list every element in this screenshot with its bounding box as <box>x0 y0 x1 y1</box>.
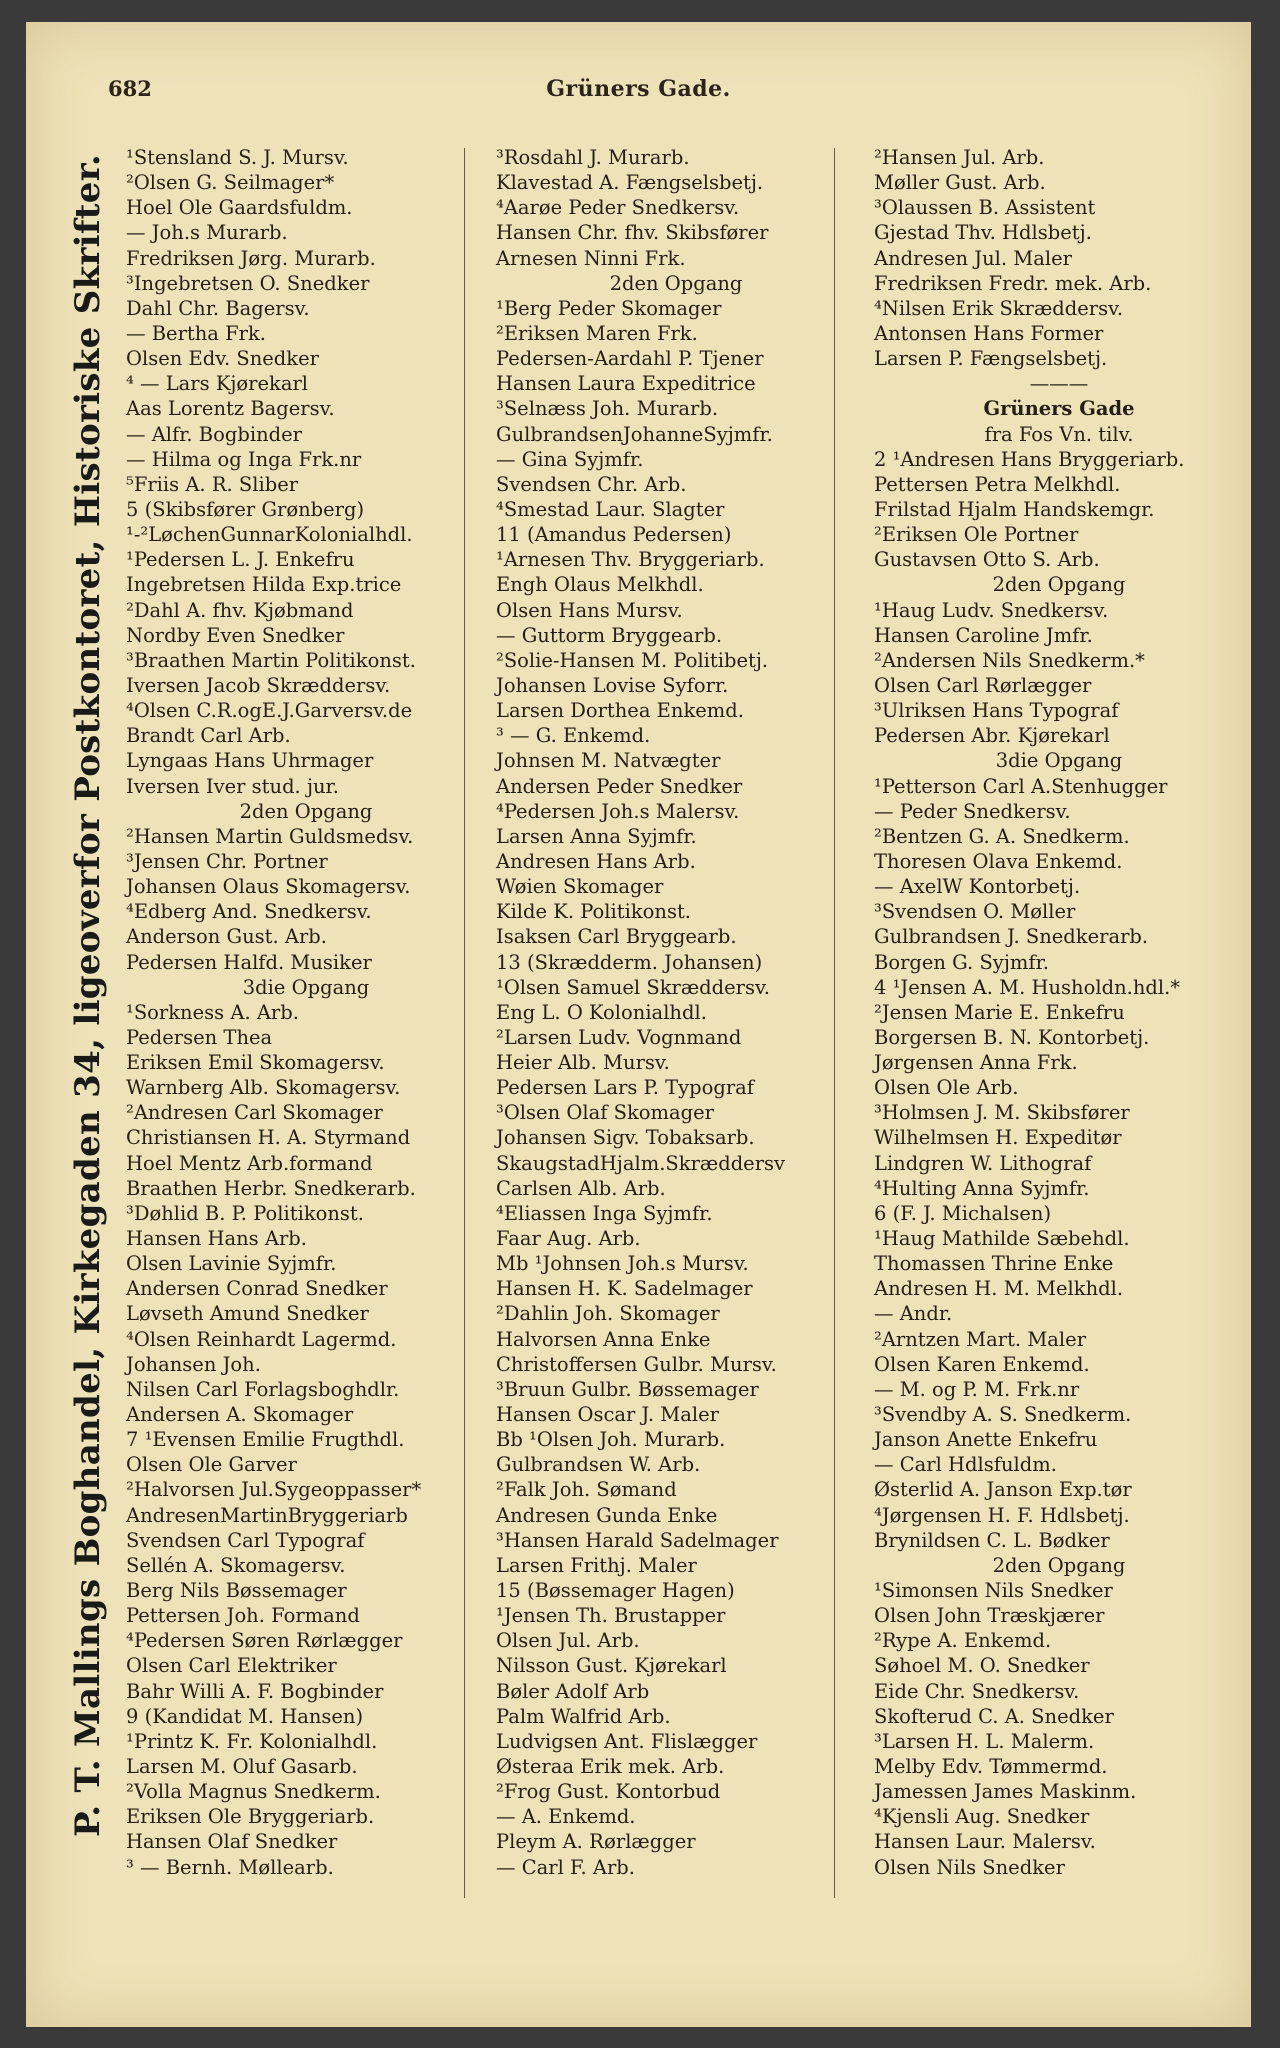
directory-entry: Pedersen Thea <box>126 1025 273 1049</box>
directory-entry: Nilsson Gust. Kjørekarl <box>496 1654 727 1678</box>
directory-entry: ²Arntzen Mart. Maler <box>874 1327 1087 1351</box>
directory-entry: Larsen M. Oluf Gasarb. <box>126 1755 358 1778</box>
directory-entry: 13 (Skrædderm. Johansen) <box>496 950 763 974</box>
directory-entry: ¹Arnesen Thv. Bryggeriarb. <box>496 548 765 572</box>
directory-entry: — Carl Hdlsfuldm. <box>874 1453 1057 1477</box>
directory-entry: Engh Olaus Melkhdl. <box>496 573 704 597</box>
directory-entry: Heier Alb. Mursv. <box>496 1051 670 1075</box>
directory-entry: ¹Haug Ludv. Snedkersv. <box>874 598 1109 622</box>
directory-entry: ²Solie-Hansen M. Politibetj. <box>496 648 769 672</box>
directory-entry: Andresen Hans Arb. <box>496 849 696 873</box>
directory-entry: Pedersen Lars P. Typograf <box>496 1076 754 1100</box>
directory-entry: Melby Edv. Tømmermd. <box>874 1755 1108 1778</box>
directory-entry: Fredriksen Jørg. Murarb. <box>126 246 376 270</box>
directory-entry: Eriksen Emil Skomagersv. <box>126 1051 385 1075</box>
directory-entry: ³Ulriksen Hans Typograf <box>874 699 1119 723</box>
directory-entry: Hansen Caroline Jmfr. <box>874 623 1093 647</box>
directory-entry: ³Ingebretsen O. Snedker <box>126 271 370 295</box>
directory-entry: Larsen P. Fængselsbetj. <box>874 347 1108 371</box>
directory-entry: Larsen Anna Syjmfr. <box>496 824 697 848</box>
directory-entry: Jørgensen Anna Frk. <box>874 1051 1078 1075</box>
directory-entry: Antonsen Hans Former <box>874 321 1104 345</box>
directory-entry: ³Hansen Harald Sadelmager <box>496 1528 779 1552</box>
directory-entry: Løvseth Amund Snedker <box>126 1302 369 1326</box>
directory-entry: Christoffersen Gulbr. Mursv. <box>496 1352 777 1376</box>
directory-entry: Arnesen Ninni Frk. <box>496 246 686 270</box>
directory-entry: ⁴Aarøe Peder Snedkersv. <box>496 196 740 220</box>
directory-entry: ⁴Pedersen Søren Rørlægger <box>126 1629 403 1653</box>
directory-entry: ⁴Olsen Reinhardt Lagermd. <box>126 1327 397 1351</box>
directory-entry: ²Hansen Martin Guldsmedsv. <box>126 824 414 848</box>
directory-entry: Eide Chr. Snedkersv. <box>874 1679 1080 1703</box>
directory-entry: Iversen Jacob Skræddersv. <box>126 673 391 697</box>
directory-entry: Johansen Joh. <box>126 1352 261 1376</box>
directory-entry: ⁴Olsen C.R.ogE.J.Garversv.de <box>126 699 413 723</box>
directory-entry: Hoel Ole Gaardsfuldm. <box>126 196 353 220</box>
section-heading: 2den Opgang <box>992 1553 1126 1577</box>
directory-entry: ¹Jensen Th. Brustapper <box>496 1604 726 1628</box>
section-heading: 2den Opgang <box>609 271 743 295</box>
directory-entry: Wilhelmsen H. Expeditør <box>874 1126 1122 1150</box>
directory-entry: ²Hansen Jul. Arb. <box>874 146 1045 169</box>
directory-entry: Warnberg Alb. Skomagersv. <box>126 1076 401 1100</box>
directory-entry: Andersen Conrad Snedker <box>126 1277 388 1301</box>
directory-entry: Lindgren W. Lithograf <box>874 1151 1092 1175</box>
section-heading: ——— <box>1029 372 1089 396</box>
directory-entry: ¹Printz K. Fr. Kolonialhdl. <box>126 1729 378 1753</box>
section-heading: fra Fos Vn. tilv. <box>984 422 1134 446</box>
directory-entry: GulbrandsenJohanneSyjmfr. <box>496 422 773 446</box>
directory-entry: ⁴Kjensli Aug. Snedker <box>874 1805 1090 1829</box>
directory-entry: Gulbrandsen J. Snedkerarb. <box>874 925 1149 949</box>
directory-entry: Olsen Jul. Arb. <box>496 1629 640 1653</box>
directory-entry: ²Eriksen Maren Frk. <box>496 321 698 345</box>
directory-entry: ³ — G. Enkemd. <box>496 724 651 748</box>
directory-entry: Palm Walfrid Arb. <box>496 1704 671 1728</box>
directory-entry: 11 (Amandus Pedersen) <box>496 523 732 547</box>
directory-entry: ²Volla Magnus Snedkerm. <box>126 1780 381 1804</box>
directory-entry: ³Svendsen O. Møller <box>874 900 1076 924</box>
directory-entry: — Carl F. Arb. <box>496 1855 635 1879</box>
column-3 <box>874 145 1244 1880</box>
directory-entry: Kilde K. Politikonst. <box>496 900 691 924</box>
directory-entry: Ingebretsen Hilda Exp.trice <box>126 573 402 597</box>
directory-entry: ²Larsen Ludv. Vognmand <box>496 1025 742 1049</box>
directory-entry: Janson Anette Enkefru <box>874 1428 1098 1452</box>
directory-entry: Hansen Oscar J. Maler <box>496 1403 719 1427</box>
directory-entry: Sellén A. Skomagersv. <box>126 1553 346 1577</box>
directory-entry: Isaksen Carl Bryggearb. <box>496 925 737 949</box>
directory-entry: ²Dahl A. fhv. Kjøbmand <box>126 598 354 622</box>
directory-entry: Nilsen Carl Forlagsboghdlr. <box>126 1377 400 1401</box>
section-heading: 3die Opgang <box>242 975 370 999</box>
directory-entry: ³ — Bernh. Møllearb. <box>126 1855 334 1879</box>
directory-entry: ³Rosdahl J. Murarb. <box>496 146 690 169</box>
directory-entry: Johansen Sigv. Tobaksarb. <box>496 1126 755 1150</box>
page-number: 682 <box>108 76 152 101</box>
directory-entry: — Hilma og Inga Frk.nr <box>126 447 362 471</box>
directory-entry: Pettersen Petra Melkhdl. <box>874 472 1121 496</box>
directory-entry: ⁴Hulting Anna Syjmfr. <box>874 1176 1090 1200</box>
directory-entry: ²Andresen Carl Skomager <box>126 1101 383 1125</box>
directory-entry: Olsen Karen Enkemd. <box>874 1352 1090 1376</box>
directory-page <box>26 22 1251 2027</box>
directory-entry: ⁴Nilsen Erik Skræddersv. <box>874 296 1124 320</box>
directory-entry: ¹Olsen Samuel Skræddersv. <box>496 975 770 999</box>
directory-entry: ³Bruun Gulbr. Bøssemager <box>496 1377 759 1401</box>
directory-entry: ²Falk Joh. Sømand <box>496 1478 677 1502</box>
directory-entry: — Bertha Frk. <box>126 321 266 345</box>
directory-entry: Lyngaas Hans Uhrmager <box>126 749 374 773</box>
directory-entry: ⁴Edberg And. Snedkersv. <box>126 900 372 924</box>
directory-entry: ⁴ — Lars Kjørekarl <box>126 372 309 396</box>
directory-entry: Svendsen Carl Typograf <box>126 1528 365 1552</box>
directory-entry: Pedersen Abr. Kjørekarl <box>874 724 1110 748</box>
directory-entry: — Gina Syjmfr. <box>496 447 644 471</box>
directory-entry: Johansen Lovise Syforr. <box>496 673 729 697</box>
directory-entry: ²Olsen G. Seilmager* <box>126 171 335 195</box>
directory-entry: — Joh.s Murarb. <box>126 221 288 245</box>
directory-entry: Andersen A. Skomager <box>126 1403 354 1427</box>
directory-entry: Hansen Hans Arb. <box>126 1227 307 1251</box>
directory-entry: Svendsen Chr. Arb. <box>496 472 687 496</box>
directory-entry: ¹Berg Peder Skomager <box>496 296 722 320</box>
directory-entry: Bb ¹Olsen Joh. Murarb. <box>496 1428 726 1452</box>
directory-entry: ³Olaussen B. Assistent <box>874 196 1096 220</box>
directory-entry: Wøien Skomager <box>496 875 664 899</box>
directory-entry: ²Rype A. Enkemd. <box>874 1629 1052 1653</box>
directory-entry: ³Selnæss Joh. Murarb. <box>496 397 719 421</box>
directory-entry: ⁵Friis A. R. Sliber <box>126 472 299 496</box>
directory-entry: 9 (Kandidat M. Hansen) <box>126 1704 364 1728</box>
section-heading: Grüners Gade <box>983 397 1135 421</box>
directory-entry: Andersen Peder Snedker <box>496 774 743 798</box>
directory-entry: Borgersen B. N. Kontorbetj. <box>874 1025 1150 1049</box>
directory-entry: Olsen Carl Rørlægger <box>874 673 1092 697</box>
directory-entry: 2 ¹Andresen Hans Bryggeriarb. <box>874 447 1185 471</box>
directory-entry: Andresen Gunda Enke <box>496 1503 718 1527</box>
directory-entry: Jamessen James Maskinm. <box>874 1780 1137 1804</box>
directory-entry: Møller Gust. Arb. <box>874 171 1046 195</box>
directory-entry: Iversen Iver stud. jur. <box>126 774 339 798</box>
directory-entry: Larsen Frithj. Maler <box>496 1553 697 1577</box>
directory-entry: Aas Lorentz Bagersv. <box>126 397 335 421</box>
directory-entry: Hansen Olaf Snedker <box>126 1830 338 1854</box>
directory-entry: Bøler Adolf Arb <box>496 1679 650 1703</box>
directory-entry: 4 ¹Jensen A. M. Husholdn.hdl.* <box>874 975 1181 999</box>
directory-entry: ²Andersen Nils Snedkerm.* <box>874 648 1145 672</box>
directory-entry: ³Døhlid B. P. Politikonst. <box>126 1201 364 1225</box>
directory-entry: Olsen John Træskjærer <box>874 1604 1105 1628</box>
directory-entry: ³Jensen Chr. Portner <box>126 849 328 873</box>
directory-entry: ⁴Pedersen Joh.s Malersv. <box>496 799 740 823</box>
directory-entry: Pleym A. Rørlægger <box>496 1830 696 1854</box>
directory-entry: 5 (Skibsfører Grønberg) <box>126 497 365 521</box>
directory-entry: 15 (Bøssemager Hagen) <box>496 1579 735 1603</box>
directory-entry: Olsen Ole Garver <box>126 1453 297 1477</box>
directory-entry: — M. og P. M. Frk.nr <box>874 1377 1080 1401</box>
directory-entry: — Alfr. Bogbinder <box>126 422 302 446</box>
directory-entry: Eriksen Ole Bryggeriarb. <box>126 1805 375 1829</box>
directory-entry: ³Braathen Martin Politikonst. <box>126 648 416 672</box>
directory-entry: Østerlid A. Janson Exp.tør <box>874 1478 1132 1502</box>
directory-entry: Pettersen Joh. Formand <box>126 1604 360 1628</box>
directory-entry: Borgen G. Syjmfr. <box>874 950 1049 974</box>
directory-entry: Hansen Laur. Malersv. <box>874 1830 1096 1854</box>
directory-entry: — AxelW Kontorbetj. <box>874 875 1081 899</box>
directory-entry: ¹Stensland S. J. Mursv. <box>126 146 349 169</box>
directory-entry: Halvorsen Anna Enke <box>496 1327 711 1351</box>
directory-entry: Søhoel M. O. Snedker <box>874 1654 1090 1678</box>
directory-entry: Olsen Edv. Snedker <box>126 347 319 371</box>
directory-entry: Andresen Jul. Maler <box>874 246 1072 270</box>
directory-entry: Bahr Willi A. F. Bogbinder <box>126 1679 384 1703</box>
side-advertisement: P. T. Mallings Boghandel, Kirkegaden 34, ligeoverfor Postkontoret, Historiske Skrifter. <box>68 154 108 1837</box>
directory-entry: ³Svendby A. S. Snedkerm. <box>874 1403 1132 1427</box>
directory-entry: Pedersen Halfd. Musiker <box>126 950 372 974</box>
directory-entry: Hansen Chr. fhv. Skibsfører <box>496 221 769 245</box>
directory-entry: Berg Nils Bøssemager <box>126 1579 347 1603</box>
directory-entry: Carlsen Alb. Arb. <box>496 1176 666 1200</box>
directory-entry: Larsen Dorthea Enkemd. <box>496 699 744 723</box>
directory-entry: Brynildsen C. L. Bødker <box>874 1528 1110 1552</box>
directory-entry: Nordby Even Snedker <box>126 623 345 647</box>
directory-entry: Gjestad Thv. Hdlsbetj. <box>874 221 1092 245</box>
directory-entry: Faar Aug. Arb. <box>496 1227 641 1251</box>
directory-entry: Anderson Gust. Arb. <box>126 925 327 949</box>
directory-entry: ²Bentzen G. A. Snedkerm. <box>874 824 1130 848</box>
directory-entry: Mb ¹Johnsen Joh.s Mursv. <box>496 1252 749 1276</box>
directory-entry: ⁴Jørgensen H. F. Hdlsbetj. <box>874 1503 1130 1527</box>
directory-entry: Pedersen-Aardahl P. Tjener <box>496 347 764 371</box>
directory-entry: ³Olsen Olaf Skomager <box>496 1101 714 1125</box>
directory-entry: ²Dahlin Joh. Skomager <box>496 1302 720 1326</box>
directory-entry: Frilstad Hjalm Handskemgr. <box>874 497 1155 521</box>
directory-entry: Brandt Carl Arb. <box>126 724 291 748</box>
directory-entry: Gulbrandsen W. Arb. <box>496 1453 701 1477</box>
directory-entry: ¹Sorkness A. Arb. <box>126 1000 299 1024</box>
directory-entry: SkaugstadHjalm.Skræddersv <box>496 1151 786 1175</box>
directory-entry: Østeraa Erik mek. Arb. <box>496 1755 725 1778</box>
directory-entry: Thoresen Olava Enkemd. <box>874 849 1123 873</box>
directory-entry: Johnsen M. Natvægter <box>496 749 721 773</box>
column-1 <box>126 145 486 1880</box>
directory-entry: — Andr. <box>874 1302 953 1326</box>
directory-entry: ¹-²LøchenGunnarKolonialhdl. <box>126 523 413 547</box>
directory-entry: ¹Petterson Carl A.Stenhugger <box>874 774 1168 798</box>
section-heading: 3die Opgang <box>995 749 1123 773</box>
directory-entry: Hansen H. K. Sadelmager <box>496 1277 753 1301</box>
directory-entry: Olsen Lavinie Syjmfr. <box>126 1252 337 1276</box>
directory-entry: Klavestad A. Fængselsbetj. <box>496 171 764 195</box>
directory-entry: ²Halvorsen Jul.Sygeoppasser* <box>126 1478 422 1502</box>
directory-entry: AndresenMartinBryggeriarb <box>126 1503 408 1527</box>
directory-entry: ²Jensen Marie E. Enkefru <box>874 1000 1125 1024</box>
directory-entry: Christiansen H. A. Styrmand <box>126 1126 411 1150</box>
directory-entry: ³Larsen H. L. Malerm. <box>874 1729 1095 1753</box>
directory-entry: Gustavsen Otto S. Arb. <box>874 548 1100 572</box>
directory-entry: Ludvigsen Ant. Flislægger <box>496 1729 758 1753</box>
directory-entry: Olsen Ole Arb. <box>874 1076 1019 1100</box>
directory-entry: ⁴Eliassen Inga Syjmfr. <box>496 1201 713 1225</box>
directory-entry: Andresen H. M. Melkhdl. <box>874 1277 1124 1301</box>
directory-entry: ²Frog Gust. Kontorbud <box>496 1780 721 1804</box>
directory-entry: ¹Pedersen L. J. Enkefru <box>126 548 355 572</box>
directory-entry: Fredriksen Fredr. mek. Arb. <box>874 271 1152 295</box>
directory-entry: Skofterud C. A. Snedker <box>874 1704 1114 1728</box>
directory-entry: Thomassen Thrine Enke <box>874 1252 1114 1276</box>
page-header <box>26 76 1251 116</box>
directory-entry: — A. Enkemd. <box>496 1805 636 1829</box>
column-2 <box>496 145 856 1880</box>
directory-entry: ³Holmsen J. M. Skibsfører <box>874 1101 1130 1125</box>
directory-entry: Braathen Herbr. Snedkerarb. <box>126 1176 416 1200</box>
directory-entry: ²Eriksen Ole Portner <box>874 523 1079 547</box>
page-title: Grüners Gade. <box>546 76 731 102</box>
section-heading: 2den Opgang <box>239 799 373 823</box>
directory-entry: — Peder Snedkersv. <box>874 799 1071 823</box>
directory-entry: ⁴Smestad Laur. Slagter <box>496 497 725 521</box>
directory-entry: Olsen Carl Elektriker <box>126 1654 337 1678</box>
directory-entry: Hansen Laura Expeditrice <box>496 372 756 396</box>
directory-entry: Eng L. O Kolonialhdl. <box>496 1000 707 1024</box>
directory-entry: Hoel Mentz Arb.formand <box>126 1151 373 1175</box>
directory-entry: Olsen Nils Snedker <box>874 1855 1065 1879</box>
directory-entry: 7 ¹Evensen Emilie Frugthdl. <box>126 1428 405 1452</box>
directory-entry: ¹Simonsen Nils Snedker <box>874 1579 1113 1603</box>
section-heading: 2den Opgang <box>992 573 1126 597</box>
directory-entry: Johansen Olaus Skomagersv. <box>126 875 411 899</box>
directory-entry: Olsen Hans Mursv. <box>496 598 683 622</box>
directory-entry: Dahl Chr. Bagersv. <box>126 296 310 320</box>
directory-entry: ¹Haug Mathilde Sæbehdl. <box>874 1227 1130 1251</box>
directory-entry: 6 (F. J. Michalsen) <box>874 1201 1052 1225</box>
directory-entry: — Guttorm Bryggearb. <box>496 623 723 647</box>
